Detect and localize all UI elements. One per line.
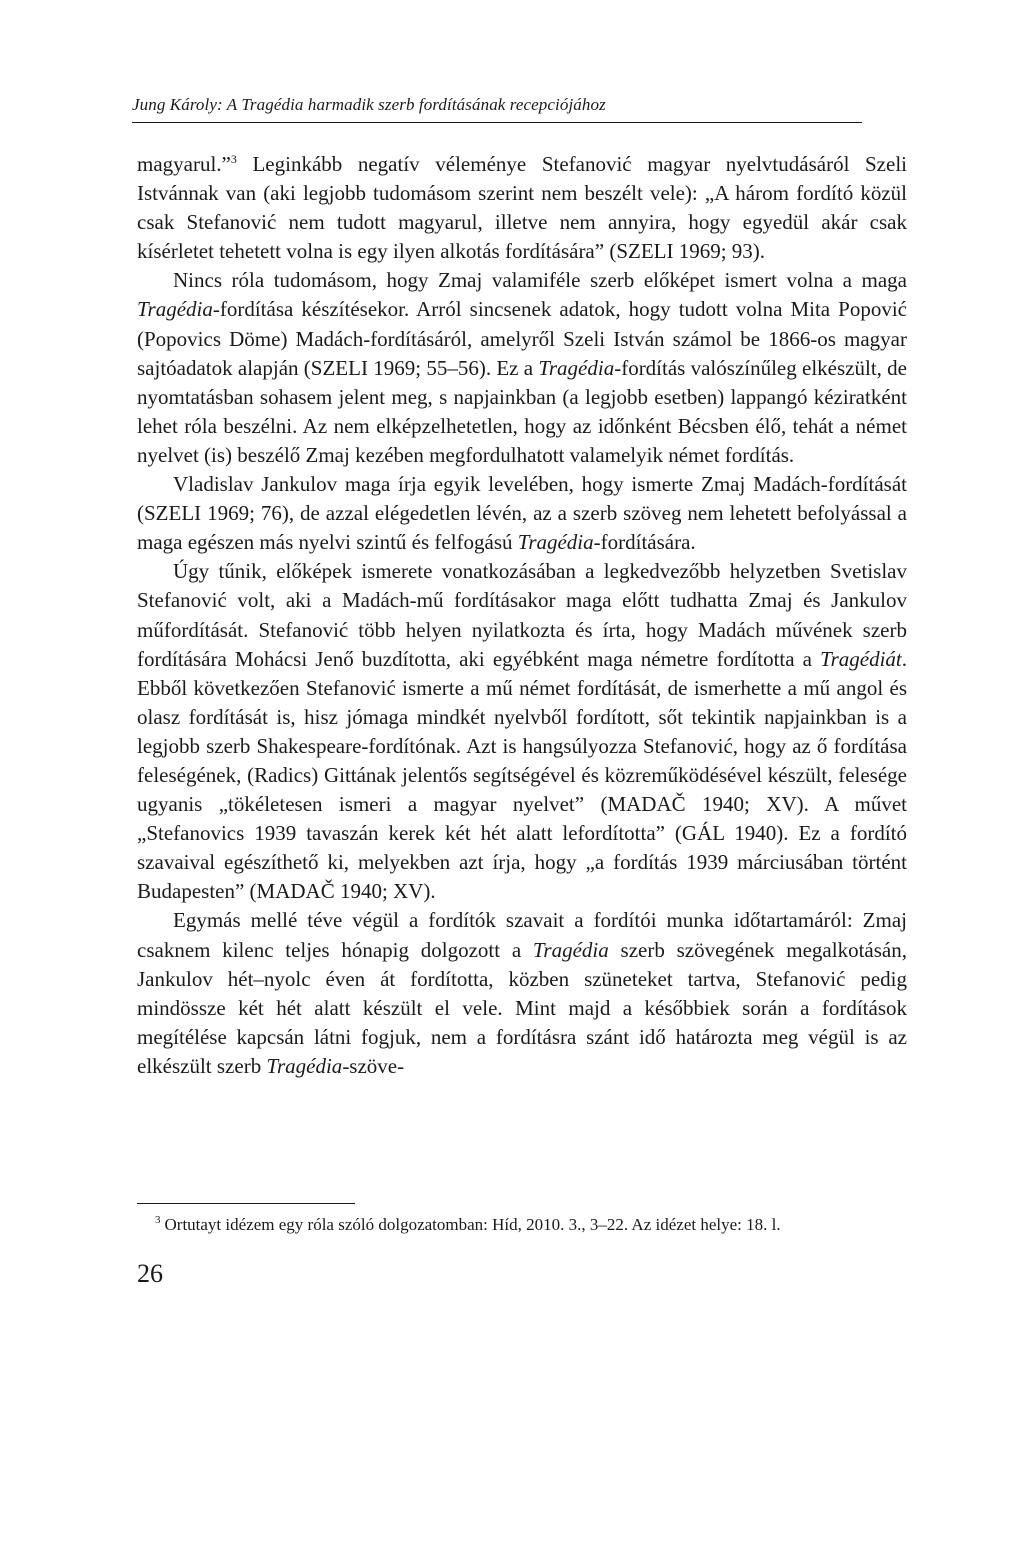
text-segment: -fordítása készítésekor. Arról sincsenek adatok, hogy tudott volna Mita Popović (Popovics Döme) Madách-fordításáról, amelyről Szeli István számol be 1866-os magyar sajtóadatok alapján (SZELI 1969; 55–56). Ez a <box>137 297 907 380</box>
italic-title: Tragédia <box>538 355 615 380</box>
text-segment: Leginkább negatív véleménye Stefanović magyar nyelvtudásáról Szeli Istvánnak van (aki legjobb tudomásom szerint nem beszélt vele): „A három fordító közül csak Stefanović nem tudott magyarul, illetve nem annyira, hogy egyedül akár csak kísérletet tehetett volna is egy ilyen alkotás fordítására” (SZELI 1969; 93). <box>137 152 907 264</box>
footnote-mark: 3 <box>155 1214 161 1227</box>
body-text <box>137 150 907 1081</box>
footnote <box>137 1214 907 1236</box>
footnote-reference: 3 <box>230 152 237 166</box>
italic-title: Tragédiát <box>820 646 902 671</box>
header-rule <box>132 122 862 123</box>
text-segment: -fordítás valószínűleg elkészült, de nyomtatásban sohasem jelent meg, s napjainkban (a legjobb esetben) lappangó kéziratként lehet róla beszélni. Az nem elképzelhetetlen, hogy az időnként Bécsben élő, tehát a német nyelvet (is) beszélő Zmaj kezében megfordulhatott valamelyik német fordítás. <box>137 355 907 467</box>
page-number: 26 <box>137 1259 163 1288</box>
text-segment: . Ebből következően Stefanović ismerte a mű német fordítását, de ismerhette a mű angol és olasz fordítását is, hisz jómaga mindkét nyelvből fordított, sőt tekintik napjainkban is a legjobb szerb Shakespeare-fordítónak. Azt is hangsúlyozza Stefanović, hogy az ő fordítása feleségének, (Radics) Gittának jelentős segítségével és közreműködésével készült, felesége ugyanis „tökéletesen ismeri a magyar nyelvet” (MADAČ 1940; XV). A művet „Stefanovics 1939 tavaszán kerek két hét alatt lefordította” (GÁL 1940). Ez a fordító szavaival egészíthető ki, melyekben azt írja, hogy „a fordítás 1939 márciusában történt Budapesten” (MADAČ 1940; XV). <box>137 646 907 904</box>
paragraph <box>137 906 907 1081</box>
paragraph <box>137 557 907 906</box>
italic-title: Tragédia <box>517 530 594 555</box>
text-segment: -szöve- <box>342 1053 405 1078</box>
text-segment: Úgy tűnik, előképek ismerete vonatkozásában a legkedvezőbb helyzetben Svetislav Stefanović volt, aki a Madách-mű fordításakor maga előtt tudhatta Zmaj és Jankulov műfordítását. Stefanović több helyen nyilatkozta és írta, hogy Madách művének szerb fordítására Mohácsi Jenő buzdította, aki egyébként maga németre fordította a <box>137 559 907 671</box>
text-segment: Vladislav Jankulov maga írja egyik levelében, hogy ismerte Zmaj Madách-fordítását (SZELI 1969; 76), de azzal elégedetlen lévén, az a szerb szöveg nem lehetett befolyással a maga egészen más nyelvi szintű és felfogású <box>137 472 907 555</box>
paragraph <box>137 150 907 266</box>
italic-title: Tragédia <box>532 937 609 962</box>
text-segment: -fordítására. <box>593 530 696 555</box>
text-segment: Nincs róla tudomásom, hogy Zmaj valamiféle szerb előképet ismert volna a maga <box>173 268 907 293</box>
italic-title: Tragédia <box>266 1053 343 1078</box>
italic-title: Tragédia <box>137 297 213 322</box>
footnote-rule <box>137 1203 355 1204</box>
text-segment: magyarul.” <box>137 152 231 176</box>
running-head: Jung Károly: A Tragédia harmadik szerb fordításának recepciójához <box>132 95 606 114</box>
paragraph <box>137 470 907 557</box>
text-segment: szerb szövegének megalkotásán, Jankulov hét–nyolc éven át fordította, közben szüneteket tartva, Stefanović pedig mindössze két hét alatt készült el vele. Mint majd a későbbiek során a fordítások megítélése kapcsán látni fogjuk, nem a fordításra szánt idő határozta meg végül is az elkészült szerb <box>137 937 907 1078</box>
paragraph <box>137 266 907 470</box>
text-segment: Egymás mellé téve végül a fordítók szavait a fordítói munka időtartamáról: Zmaj csaknem kilenc teljes hónapig dolgozott a <box>137 908 907 962</box>
footnote-text: Ortutayt idézem egy róla szóló dolgozatomban: Híd, 2010. 3., 3–22. Az idézet helye: 18. l. <box>164 1215 781 1234</box>
